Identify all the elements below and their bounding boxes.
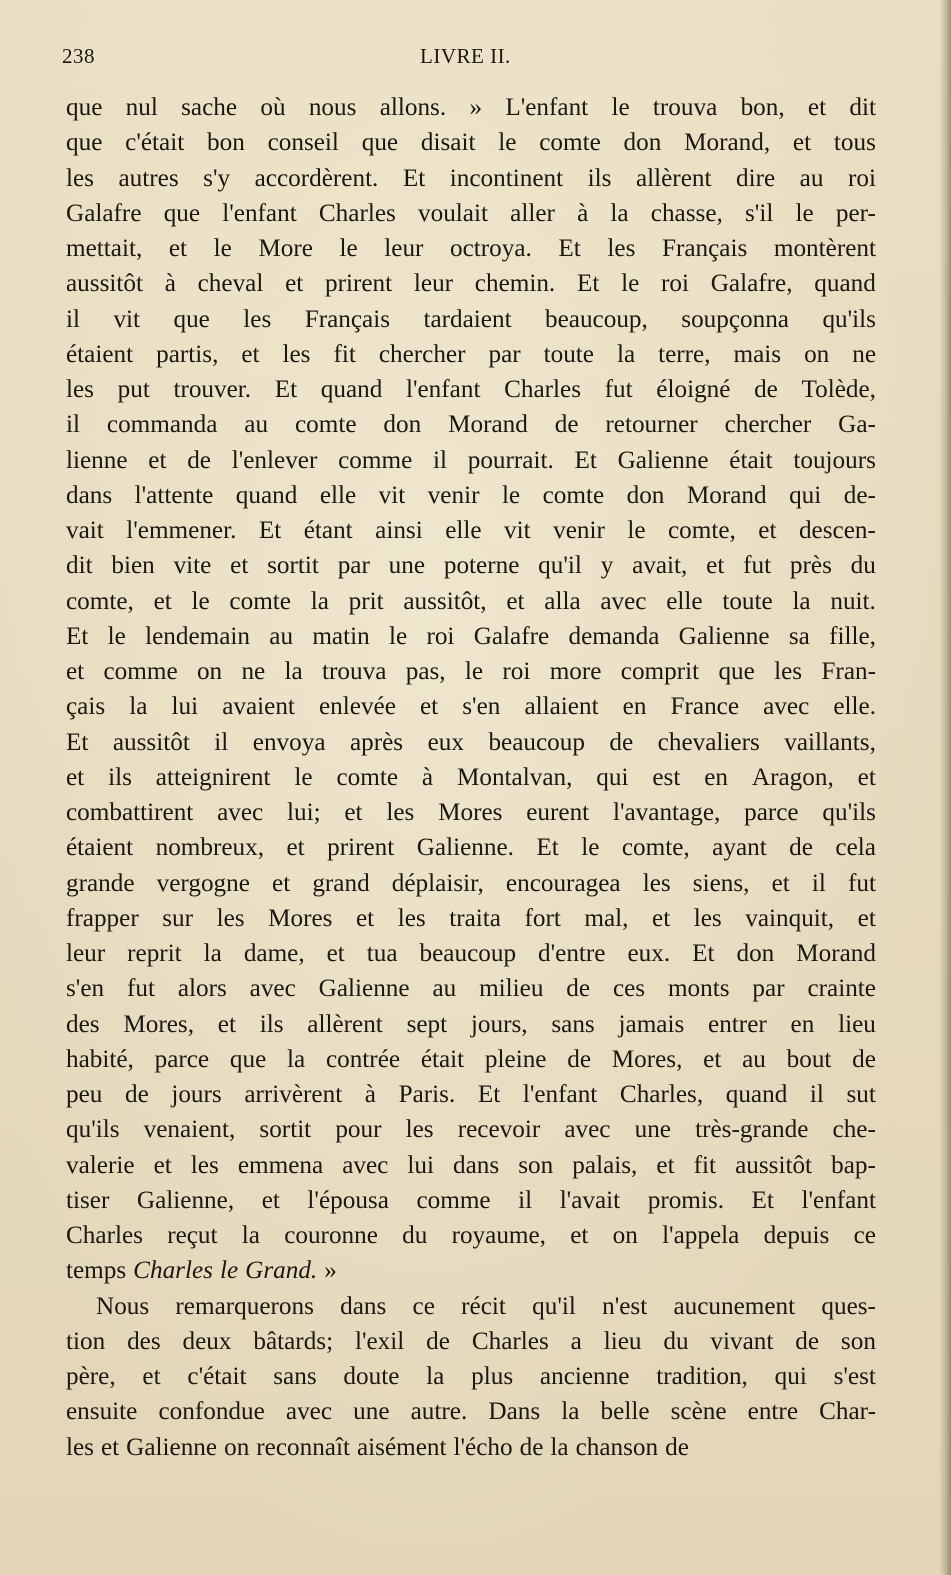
page-edge-shadow bbox=[939, 0, 951, 1575]
text-line: mettait, et le More le leur octroya. Et les Français montèrent bbox=[66, 235, 876, 262]
text-line: tiser Galienne, et l'épousa comme il l'avait promis. Et l'enfant bbox=[66, 1186, 876, 1214]
text-line: peu de jours arrivèrent à Paris. Et l'enfant Charles, quand il sut bbox=[66, 1081, 876, 1108]
text-line: tion des deux bâtards; l'exil de Charles a lieu du vivant de son bbox=[66, 1327, 876, 1355]
text-line: lienne et de l'enlever comme il pourrait. Et Galienne était toujours bbox=[66, 446, 876, 474]
page-number: 238 bbox=[62, 44, 95, 68]
text-line: et comme on ne la trouva pas, le roi more comprit que les Fran- bbox=[66, 658, 876, 685]
text-line: dans l'attente quand elle vit venir le comte don Morand qui de- bbox=[66, 481, 876, 509]
text-line: et ils atteignirent le comte à Montalvan, qui est en Aragon, et bbox=[66, 763, 876, 791]
text-line: des Mores, et ils allèrent sept jours, sans jamais entrer en lieu bbox=[66, 1010, 876, 1038]
text-line: Nous remarquerons dans ce récit qu'il n'est aucunement ques- bbox=[96, 1292, 876, 1320]
text-line: étaient nombreux, et prirent Galienne. Et le comte, ayant de cela bbox=[66, 834, 876, 862]
text-line: aussitôt à cheval et prirent leur chemin. Et le roi Galafre, quand bbox=[66, 270, 876, 298]
text-line: valerie et les emmena avec lui dans son palais, et fit aussitôt bap- bbox=[66, 1151, 876, 1179]
text-line: que c'était bon conseil que disait le comte don Morand, et tous bbox=[66, 129, 876, 157]
text-line: qu'ils venaient, sortit pour les recevoir avec une très-grande che- bbox=[66, 1116, 876, 1144]
text-line: ensuite confondue avec une autre. Dans la belle scène entre Char- bbox=[66, 1398, 876, 1426]
text-line: il vit que les Français tardaient beaucoup, soupçonna qu'ils bbox=[66, 305, 876, 333]
text-line: que nul sache où nous allons. » L'enfant le trouva bon, et dit bbox=[66, 94, 876, 121]
text-line: s'en fut alors avec Galienne au milieu de ces monts par crainte bbox=[66, 975, 876, 1003]
text-line: Et aussitôt il envoya après eux beaucoup de chevaliers vaillants, bbox=[66, 728, 876, 756]
text-line: les put trouver. Et quand l'enfant Charles fut éloigné de Tolède, bbox=[66, 376, 876, 403]
text-line: temps Charles le Grand. » bbox=[66, 1257, 337, 1285]
text-line: les autres s'y accordèrent. Et incontinent ils allèrent dire au roi bbox=[66, 164, 876, 192]
text-line: Galafre que l'enfant Charles voulait aller à la chasse, s'il le per- bbox=[66, 199, 876, 227]
running-title: LIVRE II. bbox=[420, 44, 511, 68]
text-line: frapper sur les Mores et les traita fort mal, et les vainquit, et bbox=[66, 904, 876, 932]
text-line: Charles reçut la couronne du royaume, et on l'appela depuis ce bbox=[66, 1222, 876, 1249]
text-line: vait l'emmener. Et étant ainsi elle vit venir le comte, et descen- bbox=[66, 517, 876, 544]
text-line: grande vergogne et grand déplaisir, encouragea les siens, et il fut bbox=[66, 869, 876, 897]
text-line: dit bien vite et sortit par une poterne qu'il y avait, et fut près du bbox=[66, 552, 876, 580]
text-line: habité, parce que la contrée était pleine de Mores, et au bout de bbox=[66, 1045, 876, 1073]
running-head bbox=[62, 44, 822, 72]
text-line: les et Galienne on reconnaît aisément l'écho de la chanson de bbox=[66, 1433, 689, 1461]
text-line: çais la lui avaient enlevée et s'en allaient en France avec elle. bbox=[66, 693, 876, 721]
text-line: étaient partis, et les fit chercher par toute la terre, mais on ne bbox=[66, 340, 876, 368]
body-text bbox=[66, 90, 876, 1465]
text-line: combattirent avec lui; et les Mores eurent l'avantage, parce qu'ils bbox=[66, 799, 876, 826]
text-line: comte, et le comte la prit aussitôt, et alla avec elle toute la nuit. bbox=[66, 587, 876, 615]
text-line: Et le lendemain au matin le roi Galafre demanda Galienne sa fille, bbox=[66, 622, 876, 650]
text-line: père, et c'était sans doute la plus ancienne tradition, qui s'est bbox=[66, 1363, 876, 1390]
text-line: il commanda au comte don Morand de retourner chercher Ga- bbox=[66, 411, 876, 439]
text-line: leur reprit la dame, et tua beaucoup d'entre eux. Et don Morand bbox=[66, 940, 876, 967]
